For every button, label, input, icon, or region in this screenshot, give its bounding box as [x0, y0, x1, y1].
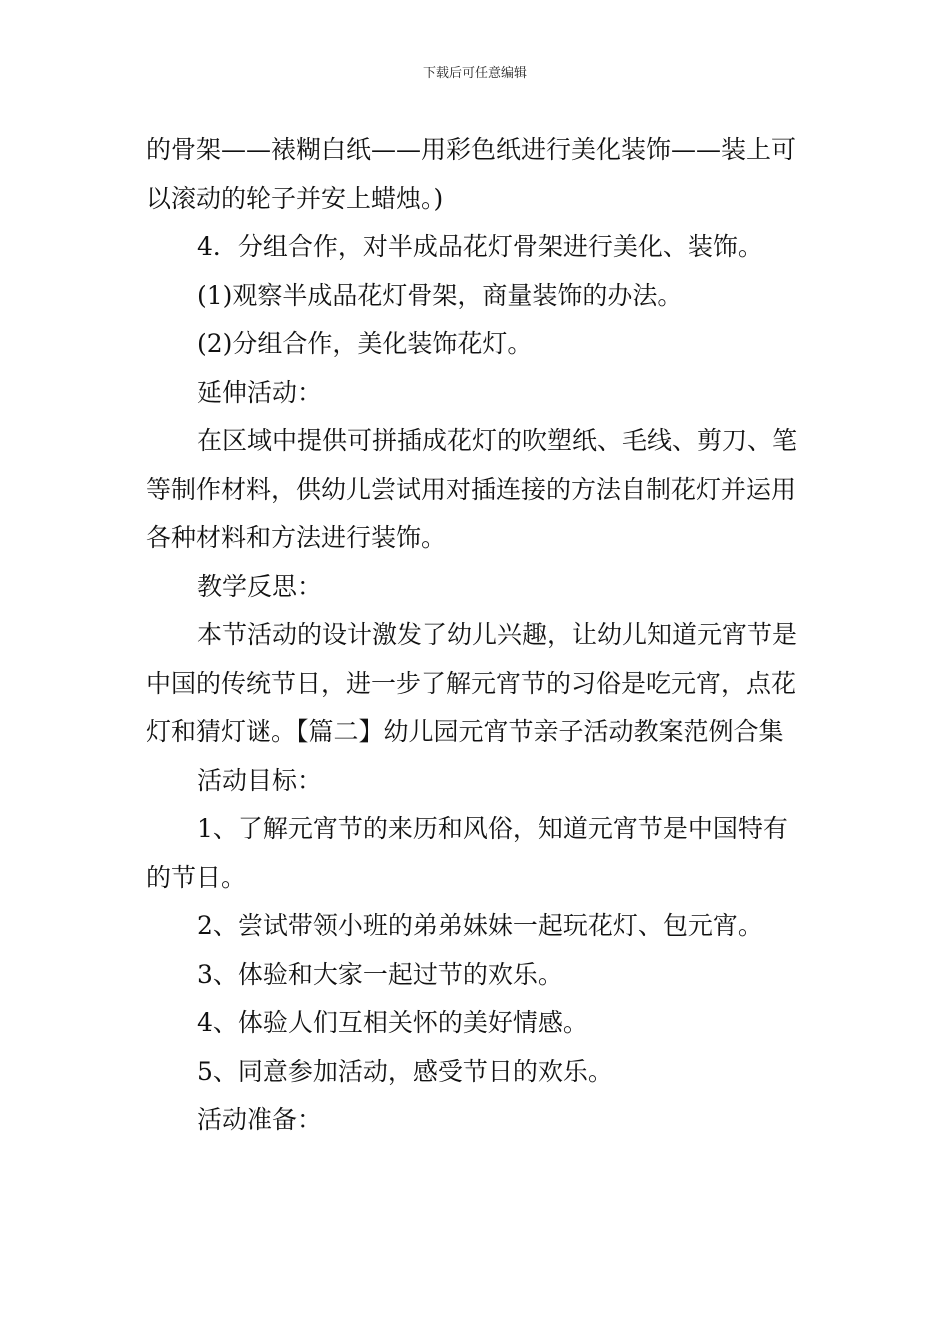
goal-item-2: 2、尝试带领小班的弟弟妹妹一起玩花灯、包元宵。 [197, 911, 763, 940]
goal-item-5: 5、同意参加活动，感受节日的欢乐。 [197, 1056, 613, 1086]
heading-teaching-reflection: 教学反思： [197, 571, 323, 601]
heading-extension-activity: 延伸活动： [197, 377, 323, 407]
heading-activity-preparation: 活动准备： [197, 1105, 323, 1134]
page-header-note: 下载后可任意编辑 [422, 66, 527, 81]
goal-item-4: 4、体验人们互相关怀的美好情感。 [197, 1008, 588, 1037]
goal-item-3: 3、体验和大家一起过节的欢乐。 [197, 959, 563, 989]
paragraph-teaching-reflection: 本节活动的设计激发了幼儿兴趣，让幼儿知道元宵节是中国的传统节日，进一步了解元宵节的习俗是吃元宵，点花灯和猜灯谜。【篇二】幼儿园元宵节亲子活动教案范例合集 [146, 620, 798, 746]
paragraph-frame-steps: 的骨架——裱糊白纸——用彩色纸进行美化装饰——装上可以滚动的轮子并安上蜡烛。) [146, 135, 797, 213]
paragraph-extension-activity: 在区域中提供可拼插成花灯的吹塑纸、毛线、剪刀、笔等制作材料，供幼儿尝试用对插连接的方法自制花灯并运用各种材料和方法进行装饰。 [146, 426, 798, 552]
heading-activity-goals: 活动目标： [197, 765, 323, 795]
paragraph-substep-1: (1)观察半成品花灯骨架，商量装饰的办法。 [197, 280, 683, 310]
paragraph-step-4: 4．分组合作，对半成品花灯骨架进行美化、装饰。 [197, 232, 763, 261]
goal-item-1: 1、了解元宵节的来历和风俗，知道元宵节是中国特有的节日。 [146, 814, 788, 892]
paragraph-substep-2: (2)分组合作，美化装饰花灯。 [197, 329, 533, 358]
document-body [146, 126, 808, 1145]
